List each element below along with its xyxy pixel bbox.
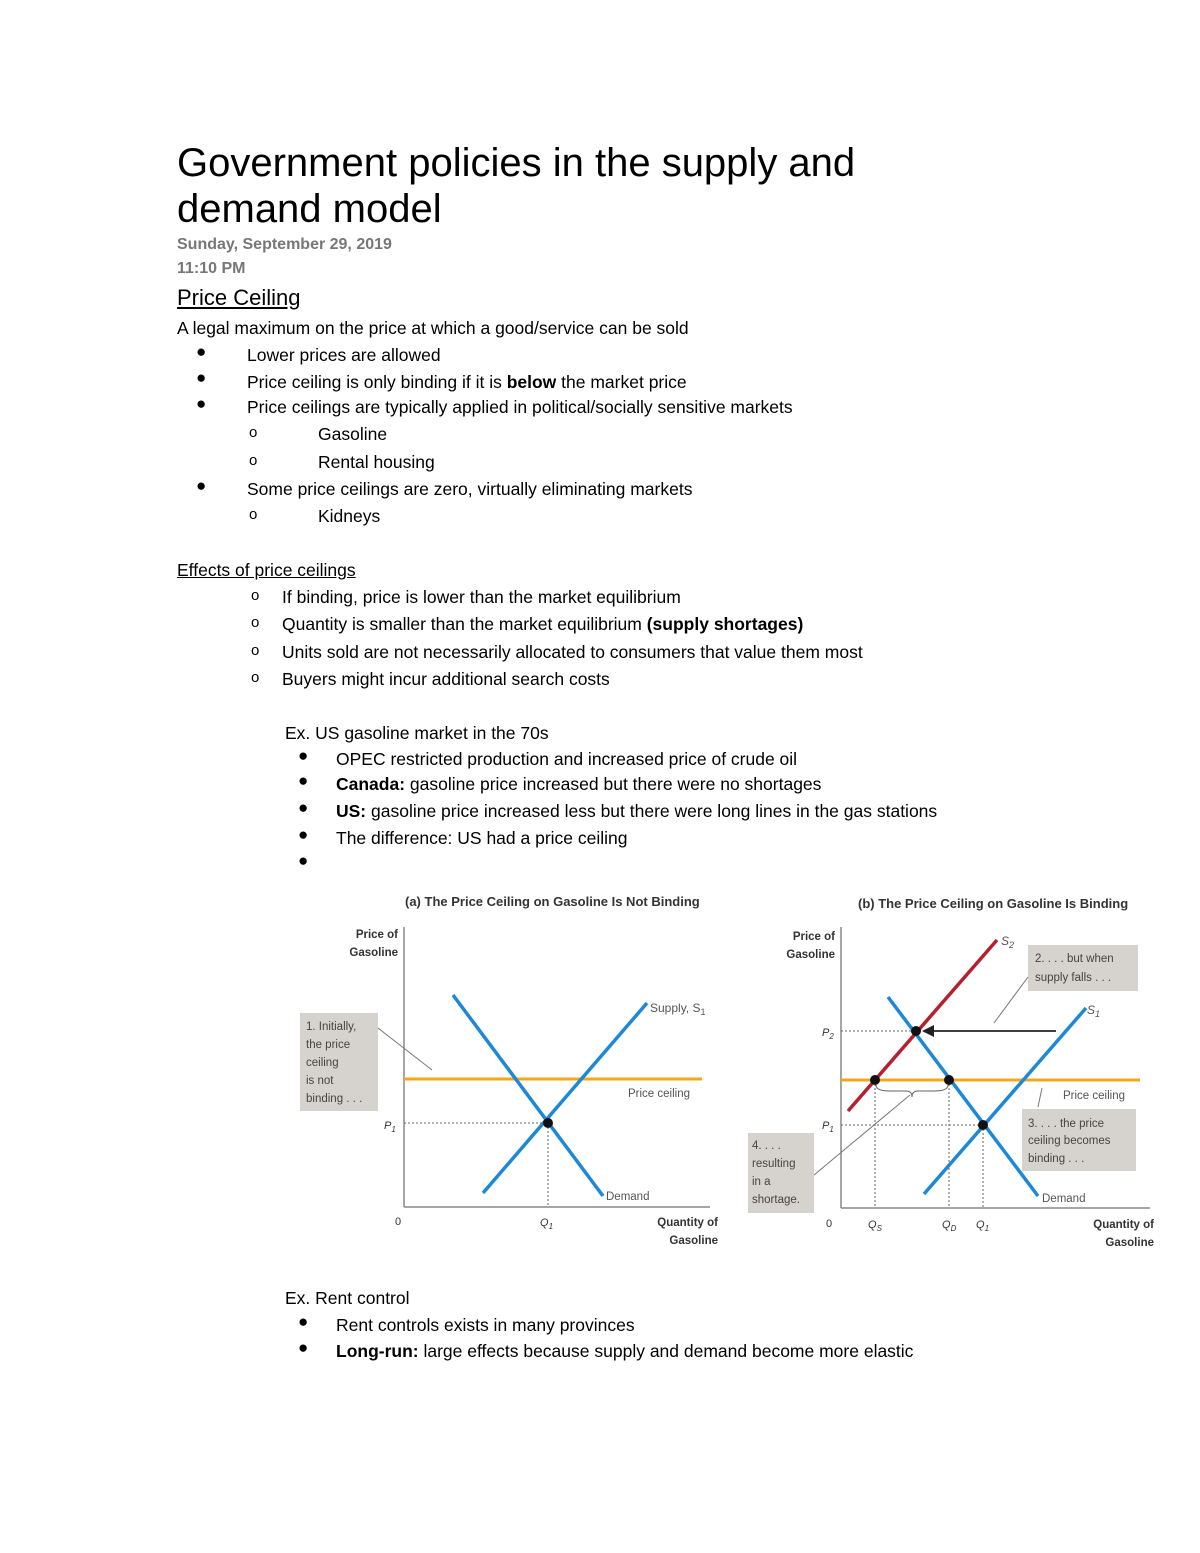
panel-b-p2-label: $P_2$: [822, 1027, 834, 1041]
list-subitem: If binding, price is lower than the market equilibrium: [282, 587, 681, 607]
panel-b-note3-text: 3. . . . the price: [1028, 1118, 1105, 1130]
panel-a-ylabel: Gasoline: [349, 947, 398, 959]
list-item: Rent controls exists in many provinces: [336, 1315, 635, 1335]
panel-b-ceiling-pointer: [1038, 1088, 1042, 1107]
circle-bullet-icon: o: [251, 614, 260, 631]
panel-b-note4-text: in a: [752, 1176, 771, 1188]
panel-a-xlabel: Quantity of: [657, 1217, 718, 1229]
list-subitem: Buyers might incur additional search costs: [282, 669, 610, 689]
example-heading: Ex. US gasoline market in the 70s: [285, 723, 549, 743]
panel-a-xlabel: Gasoline: [669, 1235, 718, 1247]
panel-b-title: (b) The Price Ceiling on Gasoline Is Binding: [858, 896, 1129, 911]
panel-a-note-text: binding . . .: [306, 1093, 363, 1105]
bullet-icon: ●: [196, 394, 207, 413]
panel-b-old-equilibrium-point: [978, 1120, 988, 1130]
panel-b-note2-text: supply falls . . .: [1035, 972, 1112, 984]
panel-a-supply-label: Supply, $S_1$: [650, 1001, 706, 1017]
panel-b-xlabel: Quantity of: [1093, 1219, 1154, 1231]
panel-b-note2-box: [1028, 945, 1138, 991]
bullet-icon: ●: [298, 1312, 309, 1331]
panel-b-demand-curve: [888, 997, 1038, 1196]
panel-a-note-text: the price: [306, 1039, 351, 1051]
page-title: Government policies in the supply and demand model: [177, 141, 856, 231]
list-item: Some price ceilings are zero, virtually eliminating markets: [247, 479, 693, 499]
panel-a-equilibrium-point: [543, 1118, 553, 1128]
panel-b-qs-point: [870, 1075, 880, 1085]
panel-a-note-text: 1. Initially,: [306, 1021, 357, 1033]
list-item: Price ceilings are typically applied in political/socially sensitive markets: [247, 397, 793, 417]
panel-b-ylabel: Gasoline: [786, 949, 835, 961]
arrow-head-icon: [922, 1025, 934, 1037]
panel-a-demand-label: Demand: [606, 1191, 650, 1203]
note-date: Sunday, September 29, 2019: [177, 236, 392, 253]
list-item: Canada: gasoline price increased but there were no shortages: [336, 774, 822, 794]
bullet-icon: ●: [298, 746, 309, 765]
list-subitem: Kidneys: [318, 506, 381, 526]
panel-a-ceiling-label: Price ceiling: [628, 1088, 690, 1100]
panel-b-shortage-brace: [876, 1085, 948, 1097]
list-item: Price ceiling is only binding if it is below the market price: [247, 372, 687, 392]
circle-bullet-icon: o: [251, 642, 260, 659]
bullet-icon: ●: [298, 825, 309, 844]
panel-a-origin: 0: [395, 1216, 402, 1228]
panel-b-note3-text: ceiling becomes: [1028, 1135, 1111, 1147]
panel-b-s2-label: $S_2$: [1001, 934, 1015, 950]
panel-a-p1-label: $P_1$: [384, 1120, 396, 1134]
panel-b-qd-point: [944, 1075, 954, 1085]
list-item: Lower prices are allowed: [247, 345, 441, 365]
panel-b: [748, 896, 1154, 1249]
list-item: Long-run: large effects because supply and demand become more elastic: [336, 1341, 914, 1361]
bullet-icon: ●: [196, 476, 207, 495]
panel-a-demand-curve: [453, 995, 603, 1196]
list-subitem: Units sold are not necessarily allocated to consumers that value them most: [282, 642, 863, 662]
bullet-icon: ●: [298, 851, 309, 870]
list-item: US: gasoline price increased less but there were long lines in the gas stations: [336, 801, 938, 821]
panel-b-note4-text: 4. . . .: [752, 1140, 781, 1152]
circle-bullet-icon: o: [249, 452, 258, 469]
list-item: OPEC restricted production and increased price of crude oil: [336, 749, 798, 769]
panel-a-supply-curve: [483, 1003, 647, 1193]
panel-a-note-text: is not: [306, 1075, 334, 1087]
panel-b-supply-curve-s2: [848, 940, 997, 1111]
panel-b-note2-pointer: [994, 977, 1028, 1023]
panel-b-p1-label: $P_1$: [822, 1120, 834, 1134]
panel-b-xlabel: Gasoline: [1105, 1237, 1154, 1249]
panel-a-title: (a) The Price Ceiling on Gasoline Is Not Binding: [405, 894, 700, 909]
panel-b-s1-label: $S_1$: [1087, 1003, 1101, 1019]
panel-a-note-pointer: [378, 1028, 432, 1070]
panel-a-note-text: ceiling: [306, 1057, 339, 1069]
definition-text: A legal maximum on the price at which a good/service can be sold: [177, 318, 689, 338]
bullet-icon: ●: [298, 798, 309, 817]
panel-b-qs-label: $Q_S$: [868, 1219, 882, 1233]
panel-b-note4-text: shortage.: [752, 1194, 800, 1206]
panel-b-demand-label: Demand: [1042, 1193, 1086, 1205]
panel-a-ylabel: Price of: [355, 929, 398, 941]
panel-b-note4-text: resulting: [752, 1158, 796, 1170]
panel-b-note4-pointer: [814, 1095, 910, 1175]
circle-bullet-icon: o: [251, 669, 260, 686]
panel-b-note2-text: 2. . . . but when: [1035, 953, 1114, 965]
circle-bullet-icon: o: [249, 506, 258, 523]
circle-bullet-icon: o: [251, 587, 260, 604]
bullet-icon: ●: [196, 342, 207, 361]
effects-heading: Effects of price ceilings: [177, 560, 356, 580]
panel-b-origin: 0: [826, 1218, 833, 1230]
panel-b-ceiling-label: Price ceiling: [1063, 1090, 1125, 1102]
example-heading: Ex. Rent control: [285, 1288, 410, 1308]
panel-a-q1-label: $Q_1$: [540, 1217, 554, 1231]
panel-a: [300, 894, 718, 1247]
list-subitem: Quantity is smaller than the market equilibrium (supply shortages): [282, 614, 804, 634]
bullet-icon: ●: [298, 1338, 309, 1357]
list-subitem: Rental housing: [318, 452, 435, 472]
panel-b-note3-text: binding . . .: [1028, 1153, 1085, 1165]
panel-b-qd-label: $Q_D$: [942, 1219, 957, 1233]
panel-b-new-equilibrium-point: [911, 1026, 921, 1036]
bullet-icon: ●: [298, 771, 309, 790]
circle-bullet-icon: o: [249, 424, 258, 441]
list-subitem: Gasoline: [318, 424, 388, 444]
list-item: The difference: US had a price ceiling: [336, 828, 628, 848]
panel-b-q1-label: $Q_1$: [976, 1219, 990, 1233]
bullet-icon: ●: [196, 368, 207, 387]
note-time: 11:10 PM: [177, 260, 246, 277]
panel-b-ylabel: Price of: [792, 931, 835, 943]
section-heading-price-ceiling: Price Ceiling: [177, 285, 301, 310]
price-ceiling-figure: [290, 885, 1170, 1255]
